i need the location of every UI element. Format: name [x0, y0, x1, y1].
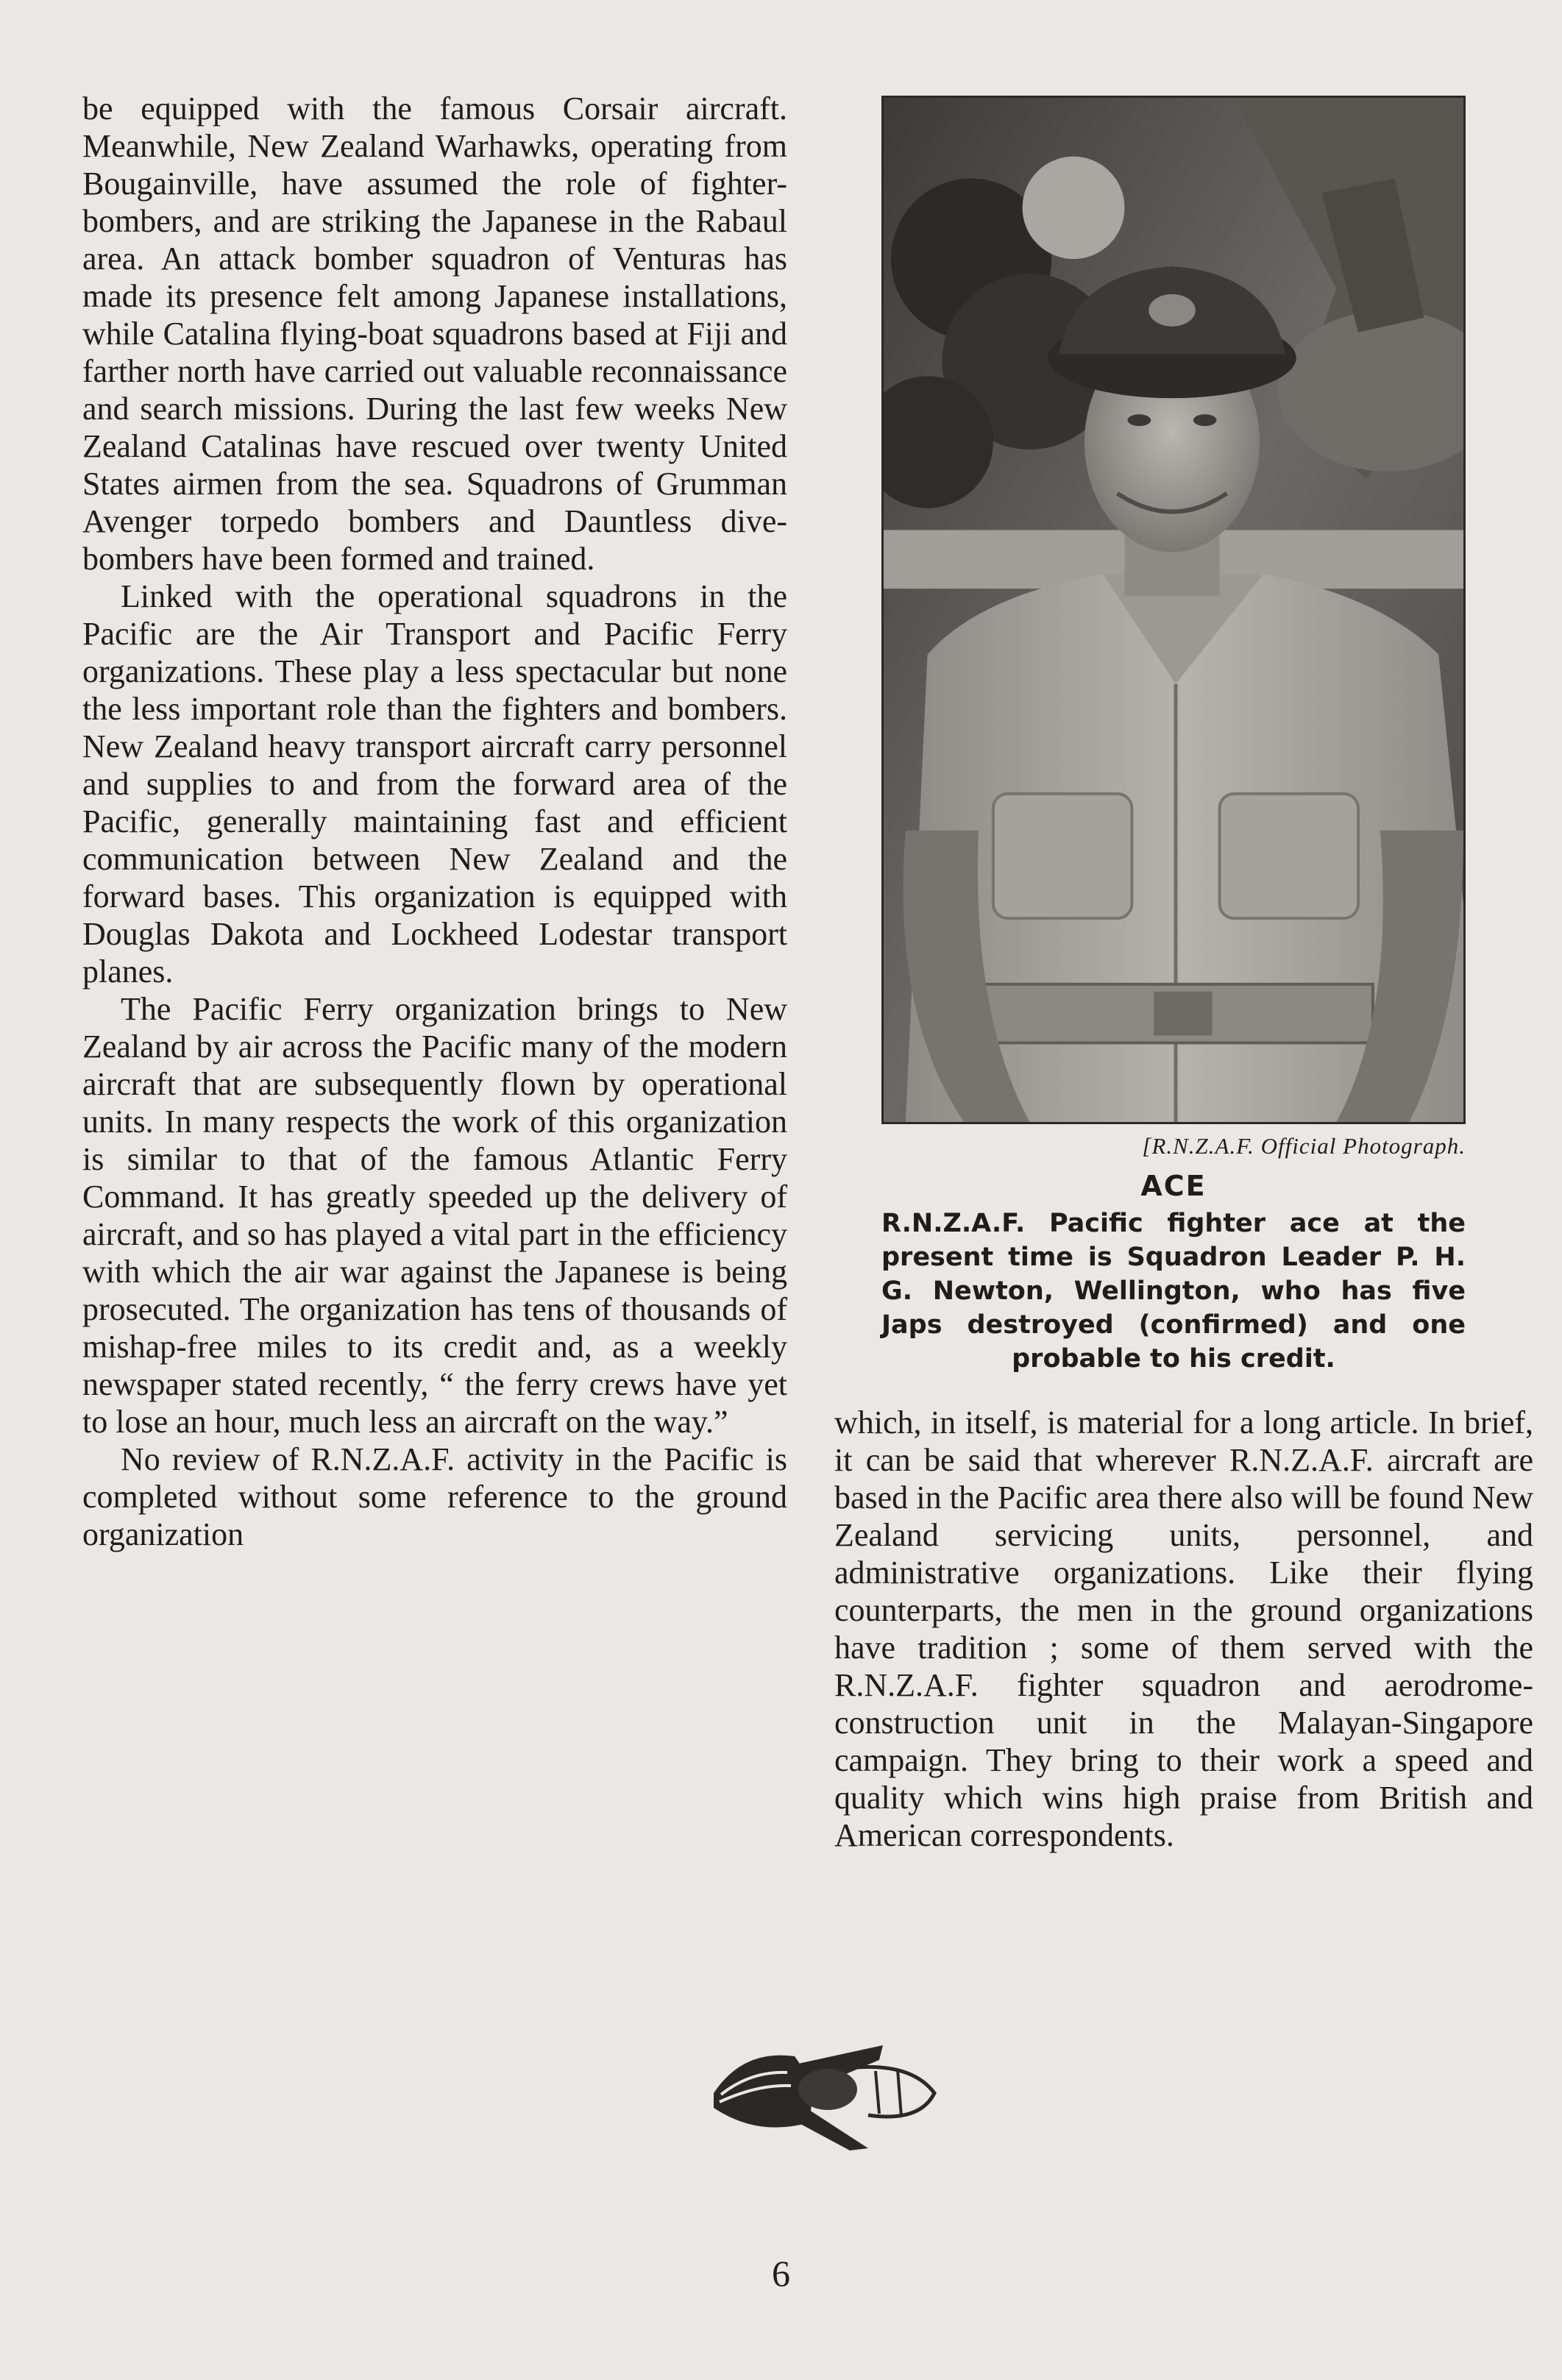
paragraph-ferry: The Pacific Ferry organization brings to New Zealand by air across the Pacific many of the modern aircraft that are subsequently flown by operational units. In many respects the work of this organization is similar to that of the famous Atlantic Ferry Command. It has greatly speeded up the delivery of aircraft, and so has played a vital part in the efficiency with which the air war against the Japanese is being prosecuted. The organization has tens of thousands of mishap-free miles to its credit and, as a weekly newspaper stated recently, “ the ferry crews have yet to lose an hour, much less an aircraft on the way.” — [82, 991, 787, 1440]
caption-title: ACE — [1140, 1170, 1207, 1202]
caption-body: R.N.Z.A.F. Pacific fighter ace at the present time is Squadron Leader P. H. G. Newton, Wellington, who has five Japs destroyed (confirmed) and one probable to his credit. — [881, 1209, 1466, 1374]
paragraph-transport: Linked with the operational squadrons in the Pacific are the Air Transport and Pacific Ferry organizations. These play a less spectacular but none the less important role than the fighters and bombers. New Zealand heavy transport aircraft carry personnel and supplies to and from the forward area of the Pacific, generally maintaining fast and efficient communication between New Zealand and the forward bases. This organization is equipped with Douglas Dakota and Lockheed Lodestar transport planes. — [82, 578, 787, 990]
left-column — [82, 90, 787, 1553]
paragraph-corsair: be equipped with the famous Corsair aircraft. Meanwhile, New Zealand Warhawks, operating from Bougainville, have assumed the role of fighter-bombers, and are striking the Japanese in the Rabaul area. An attack bomber squadron of Venturas has made its presence felt among Japanese installations, while Catalina flying-boat squadrons based at Fiji and farther north have carried out valuable reconnaissance and search missions. During the last few weeks New Zealand Catalinas have rescued over twenty United States airmen from the sea. Squadrons of Grumman Avenger torpedo bombers and Dauntless dive-bombers have been formed and trained. — [82, 90, 787, 577]
page-number: 6 — [772, 2253, 790, 2294]
right-column — [834, 1404, 1533, 1854]
pilot-photograph — [881, 96, 1466, 1124]
photo-credit: [R.N.Z.A.F. Official Photograph. — [1142, 1133, 1466, 1159]
paragraph-ground-org: No review of R.N.Z.A.F. activity in the Pacific is completed without some reference to the ground organization — [82, 1441, 787, 1552]
pilot-portrait-image — [884, 98, 1463, 1122]
propeller-ornament-icon — [699, 2027, 949, 2152]
paragraph-ground-continued: which, in itself, is material for a long article. In brief, it can be said that wherever R.N.Z.A.F. aircraft are based in the Pacific area there also will be found New Zealand servicing units, personnel, and administrative organizations. Like their flying counterparts, the men in the ground organizations have tradition ; some of them served with the R.N.Z.A.F. fighter squadron and aerodrome-construction unit in the Malayan-Singapore campaign. They bring to their work a speed and quality which wins high praise from British and American correspondents. — [834, 1404, 1533, 1853]
